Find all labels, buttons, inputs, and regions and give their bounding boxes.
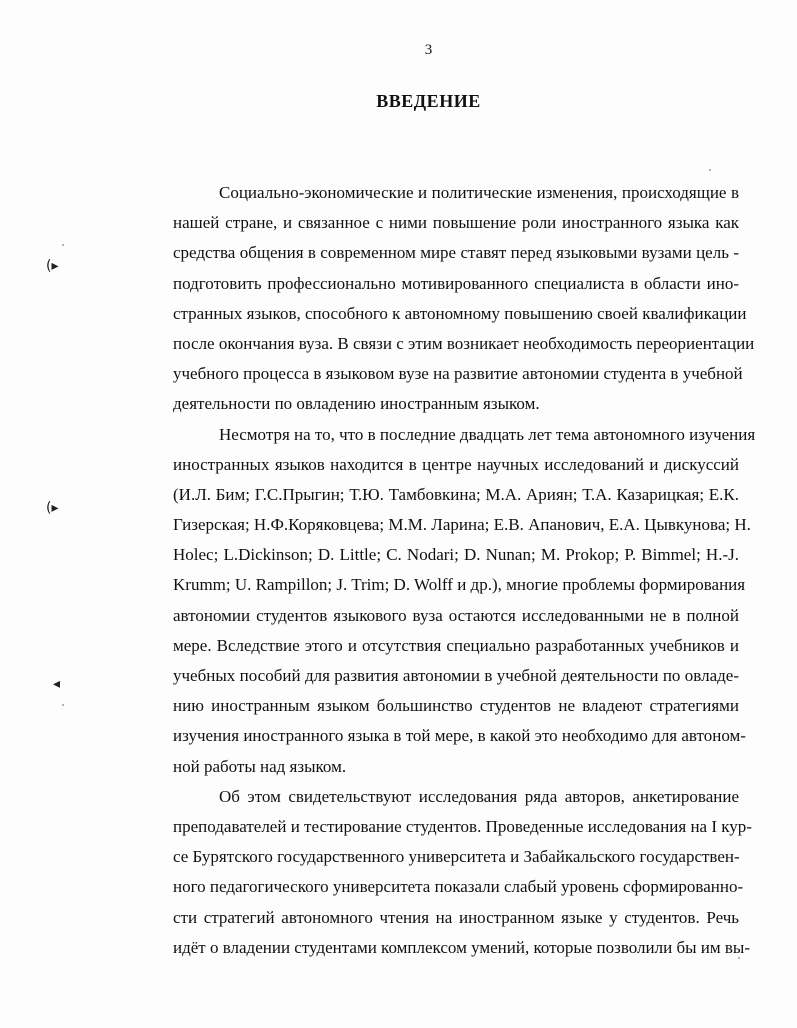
text-line: нашей стране, и связанное с ними повышение роли иностранного языка как bbox=[173, 213, 739, 233]
text-line: се Бурятского государственного университета и Забайкальского государствен- bbox=[173, 847, 740, 867]
text-line: средства общения в современном мире ставят перед языковыми вузами цель - bbox=[173, 243, 739, 263]
binding-mark-1: (▸ bbox=[46, 258, 59, 274]
text-line: изучения иностранного языка в той мере, в какой это необходимо для автоном- bbox=[173, 726, 746, 746]
binding-mark-2: (▸ bbox=[46, 500, 59, 516]
text-line: идёт о владении студентами комплексом умений, которые позволили бы им вы- bbox=[173, 937, 750, 957]
page-number: 3 bbox=[424, 42, 433, 58]
text-line: нию иностранным языком большинство студентов не владеют стратегиями bbox=[173, 696, 739, 716]
page-title: ВВЕДЕНИЕ bbox=[376, 91, 481, 111]
text-line: учебных пособий для развития автономии в учебной деятельности по овладе- bbox=[173, 666, 739, 685]
text-line: ного педагогического университета показали слабый уровень сформированно- bbox=[173, 877, 744, 897]
scan-speck bbox=[62, 244, 64, 246]
text-line: сти стратегий автономного чтения на иностранном языке у студентов. Речь bbox=[173, 907, 739, 927]
text-line: (И.Л. Бим; Г.С.Прыгин; Т.Ю. Тамбовкина; М.А. Ариян; Т.А. Казарицкая; Е.К. bbox=[173, 484, 739, 504]
text-line: учебного процесса в языковом вузе на развитие автономии студента в учебной bbox=[173, 364, 743, 384]
body-text bbox=[127, 178, 756, 963]
text-line: Социально-экономические и политические изменения, происходящие в bbox=[219, 183, 739, 202]
text-line: иностранных языков находится в центре научных исследований и дискуссий bbox=[173, 454, 739, 474]
scan-speck bbox=[709, 169, 711, 171]
text-line: Гизерская; Н.Ф.Коряковцева; М.М. Ларина; Е.В. Апанович, Е.А. Цывкунова; H. bbox=[173, 515, 751, 535]
paragraph-1 bbox=[127, 178, 755, 420]
text-line: странных языков, способного к автономному повышению своей квалификации bbox=[173, 303, 747, 323]
text-line: Krumm; U. Rampillon; J. Trim; D. Wolff и др.), многие проблемы формирования bbox=[173, 575, 746, 595]
text-line: Об этом свидетельствуют исследования ряда авторов, анкетирование bbox=[219, 786, 739, 806]
paragraph-2 bbox=[127, 420, 756, 782]
paragraph-3 bbox=[127, 782, 752, 963]
text-line: после окончания вуза. В связи с этим возникает необходимость переориентации bbox=[173, 333, 755, 353]
scan-speck bbox=[738, 957, 740, 959]
text-line: Несмотря на то, что в последние двадцать лет тема автономного изучения bbox=[219, 424, 756, 444]
binding-mark-3: ◂ bbox=[53, 676, 61, 692]
text-line: ной работы над языком. bbox=[173, 756, 347, 776]
scan-speck bbox=[62, 704, 64, 706]
text-line: преподавателей и тестирование студентов. Проведенные исследования на I кур- bbox=[173, 816, 752, 836]
text-line: мере. Вследствие этого и отсутствия специально разработанных учебников и bbox=[173, 635, 739, 655]
text-line: подготовить профессионально мотивированного специалиста в области ино- bbox=[173, 273, 739, 293]
text-line: автономии студентов языкового вуза остаются исследованными не в полной bbox=[173, 605, 739, 625]
text-line: Holec; L.Dickinson; D. Little; C. Nodari; D. Nunan; M. Prokop; P. Bimmel; H.-J. bbox=[173, 545, 739, 565]
text-line: деятельности по овладению иностранным языком. bbox=[173, 394, 540, 414]
